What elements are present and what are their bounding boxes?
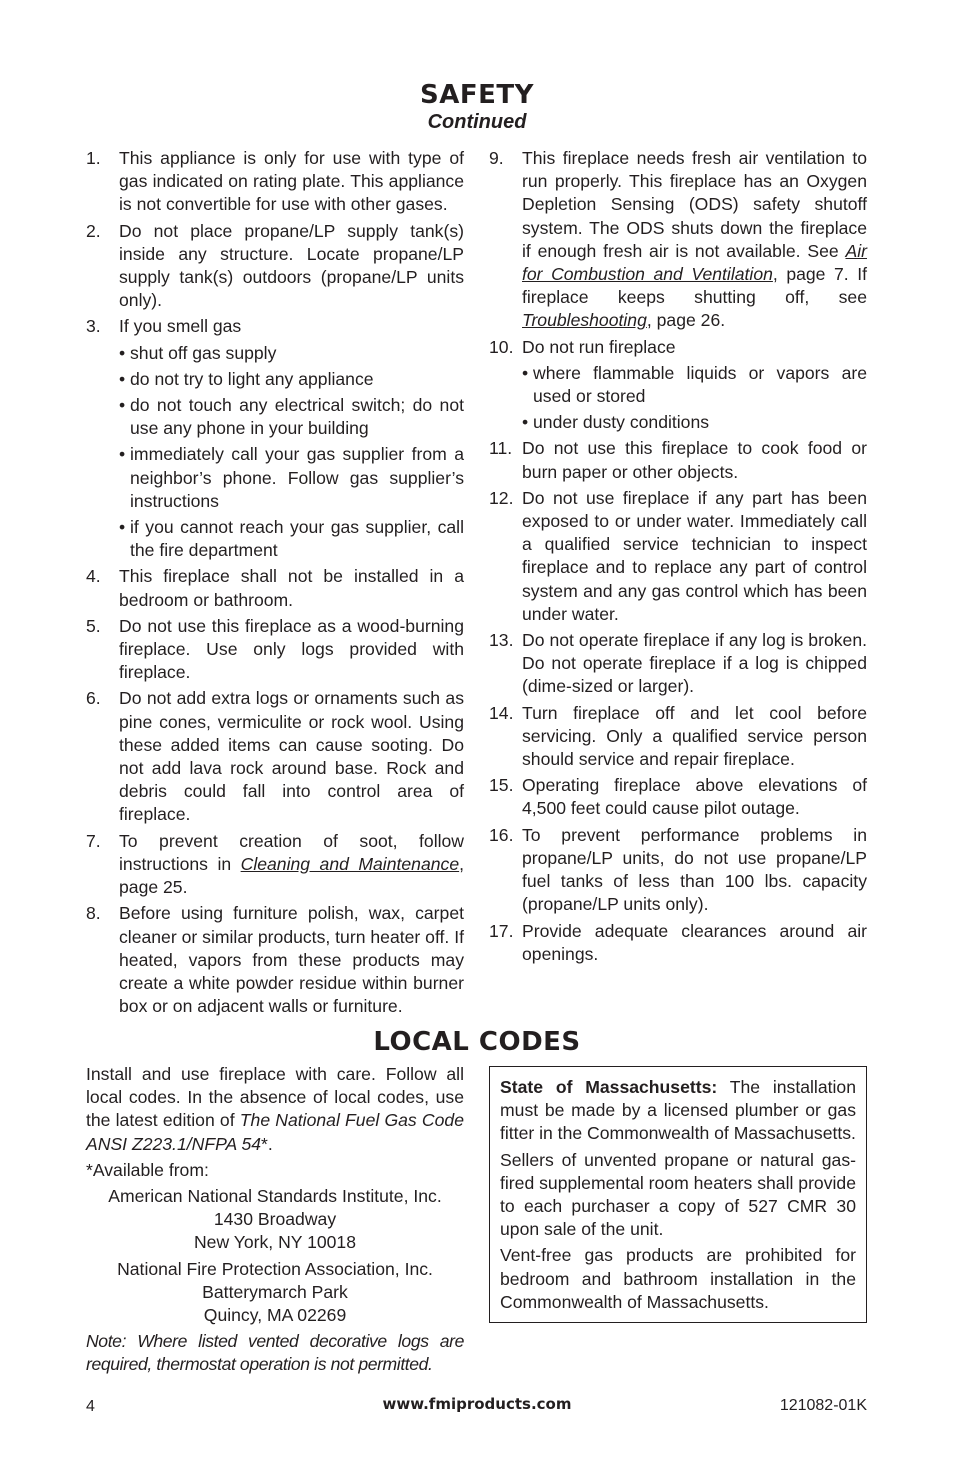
massachusetts-notice-box: State of Massachusetts: The installation must be made by a licensed plumber or gas fitter in the Commonwealth of Massachusetts. Sellers of unvented propane or natural gas-fired supplemental room heaters shall provide to each purchaser a copy of 527 CMR 30 upon sale of the unit. Vent-free gas products are prohibited for bedroom and bathroom installation in the Commonwealth of Massachusetts.	[489, 1066, 867, 1323]
page-number: 4	[86, 1398, 95, 1415]
safety-item: 5. Do not use this fireplace as a wood-burning fireplace. Use only logs provided with fireplace.	[86, 615, 464, 683]
massachusetts-label: State of Massachusetts:	[500, 1077, 718, 1097]
safety-item: 2. Do not place propane/LP supply tank(s) inside any structure. Locate propane/LP supply tank(s) outdoors (propane/LP units only).	[86, 220, 464, 311]
safety-list-right	[489, 147, 867, 969]
bullet-item: • immediately call your gas supplier from a neighbor’s phone. Follow gas supplier’s instructions	[119, 443, 464, 513]
air-combustion-reference: Air for Combustion and Ventilation	[522, 240, 867, 285]
safety-item: 3. If you smell gas • shut off gas supply • do not try to light any appliance • do not touch any electrical switch; do not use any phone in your building • immediately call your gas supplier from a neighbor’s phone. Follow gas supplier’s instructions • if you cannot reach your gas supplier, call the fire department	[86, 315, 464, 562]
nfpa-address: National Fire Protection Association, Inc. Batterymarch Park Quincy, MA 02269	[117, 1258, 433, 1326]
safety-item: 8. Before using furniture polish, wax, carpet cleaner or similar products, turn heater off. If heated, vapors from these products may create a white powder residue within burner box or on adjacent walls or furniture.	[86, 903, 464, 1017]
safety-item: 13. Do not operate fireplace if any log is broken. Do not operate fireplace if a log is chipped (dime-sized or larger).	[489, 630, 867, 697]
safety-item: 12. Do not use fireplace if any part has been exposed to or under water. Immediately call a qualified service technician to inspect fireplace and to replace any part of control system and any gas control which has been under water.	[489, 487, 867, 624]
local-codes-heading: LOCAL CODES	[373, 1027, 581, 1057]
safety-heading: SAFETY	[420, 80, 534, 110]
bullet-item: • where flammable liquids or vapors are used or stored	[522, 362, 867, 408]
safety-item: 7. To prevent creation of soot, follow instructions in Cleaning and Maintenance, page 25.	[86, 830, 465, 898]
bullet-item: • under dusty conditions	[522, 411, 867, 434]
safety-item: 16. To prevent performance problems in propane/LP units, do not use propane/LP fuel tanks of less than 100 lbs. capacity (propane/LP units only).	[489, 824, 867, 915]
local-codes-intro: Install and use fireplace with care. Follow all local codes. In the absence of local codes, use the latest edition of The National Fuel Gas Code ANSI Z223.1/NFPA 54*.	[86, 1064, 464, 1154]
thermostat-note: Note: Where listed vented decorative logs are required, thermostat operation is not permitted.	[86, 1331, 464, 1375]
safety-item: 1. This appliance is only for use with type of gas indicated on rating plate. This appliance is not convertible for use with other gases.	[86, 148, 464, 215]
safety-item: 4. This fireplace shall not be installed in a bedroom or bathroom.	[86, 566, 464, 610]
document-number: 121082-01K	[779, 1397, 867, 1414]
website-url: www.fmiproducts.com	[382, 1395, 572, 1413]
bullet-item: • do not touch any electrical switch; do not use any phone in your building	[119, 394, 464, 440]
safety-item: 11. Do not use this fireplace to cook food or burn paper or other objects.	[489, 438, 867, 482]
bullet-item: • if you cannot reach your gas supplier, call the fire department	[119, 516, 464, 562]
safety-list-left	[86, 147, 464, 1021]
available-from: *Available from:	[86, 1159, 209, 1180]
safety-item: 17. Provide adequate clearances around air openings.	[489, 920, 867, 964]
safety-item: 14. Turn fireplace off and let cool before servicing. Only a qualified service person should service and repair fireplace.	[489, 702, 867, 770]
massachusetts-sellers-text: Sellers of unvented propane or natural gas-fired supplemental room heaters shall provide to each purchaser a copy of 527 CMR 30 upon sale of the unit.	[500, 1149, 856, 1240]
cleaning-maintenance-reference: Cleaning and Maintenance	[240, 853, 460, 874]
safety-item: 10. Do not run fireplace • where flammable liquids or vapors are used or stored • under dusty conditions	[489, 336, 867, 435]
safety-item: 9. This fireplace needs fresh air ventilation to run properly. This fireplace has an Oxygen Depletion Sensing (ODS) safety shutoff system. The ODS shuts down the fireplace if enough fresh air is not available. See Air for Combustion and Ventilation, page 7. If fireplace keeps shutting off, see Troubleshooting, page 26.	[489, 148, 867, 331]
troubleshooting-reference: Troubleshooting	[522, 310, 647, 331]
local-codes-text	[86, 1063, 464, 1380]
massachusetts-prohibition-text: Vent-free gas products are prohibited for bedroom and bathroom installation in the Commonwealth of Massachusetts.	[500, 1245, 856, 1312]
ansi-address: American National Standards Institute, Inc. 1430 Broadway New York, NY 10018	[108, 1186, 442, 1253]
safety-subheading: Continued	[427, 111, 527, 133]
bullet-item: • shut off gas supply	[119, 342, 464, 365]
safety-item: 6. Do not add extra logs or ornaments such as pine cones, vermiculite or rock wool. Using these added items can cause sooting. Do not add lava rock around base. Rock and debris could fall into control area of fireplace.	[86, 688, 464, 825]
bullet-item: • do not try to light any appliance	[119, 368, 464, 391]
safety-item: 15. Operating fireplace above elevations of 4,500 feet could cause pilot outage.	[489, 775, 867, 819]
